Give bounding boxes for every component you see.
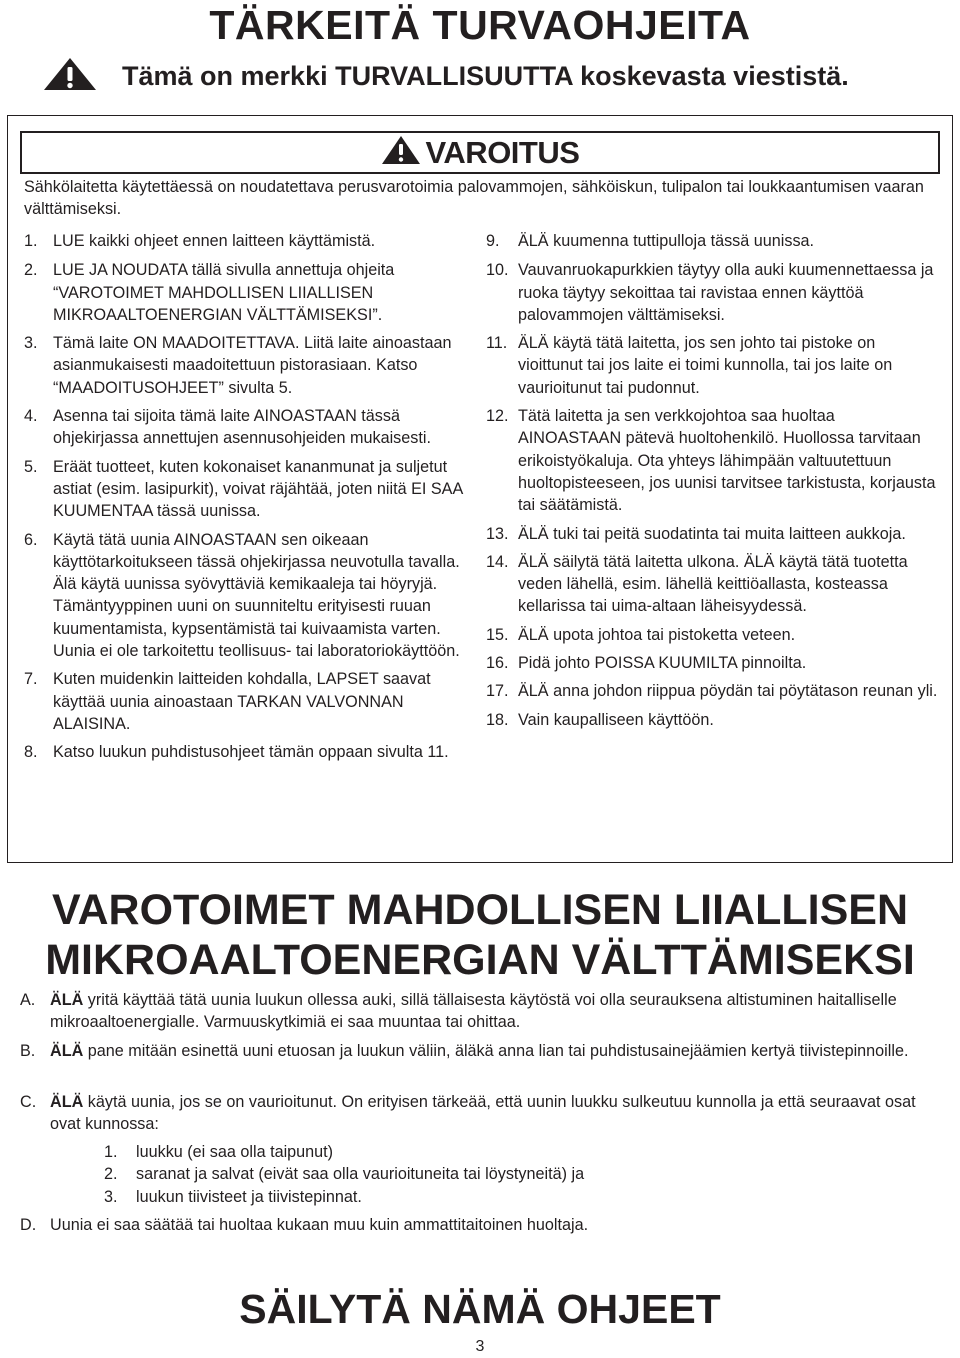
list-item: 11. ÄLÄ käytä tätä laitetta, jos sen johto tai pistoke on vioittunut tai jos laite ei toimi kunnolla, tai jos laite on vaurioitunut tai pudonnut. bbox=[486, 334, 893, 397]
list-item: 5. Eräät tuotteet, kuten kokonaiset kananmunat ja suljetut astiat (esim. lasipurkit), voivat räjähtää, joten niitä EI SAA KUUMENTAA tässä uunissa. bbox=[24, 457, 463, 521]
list-item: 7. Kuten muidenkin laitteiden kohdalla, LAPSET saavat käyttää uunia ainoastaan TARKAN VALVONNAN ALAISINA. bbox=[24, 670, 431, 733]
precaution-item-d: D. Uunia ei saa säätää tai huoltaa kukaan muu kuin ammattitaitoinen huoltaja. bbox=[20, 1216, 589, 1234]
precaution-sub-list bbox=[104, 1141, 804, 1208]
warning-triangle-icon bbox=[42, 56, 98, 97]
list-item: 8. Katso luukun puhdistusohjeet tämän oppaan sivulta 11. bbox=[24, 743, 449, 762]
list-item: 14. ÄLÄ säilytä tätä laitetta ulkona. ÄLÄ käytä tätä tuotetta veden lähellä, esim. lähellä keittiöallasta, kosteassa kellarissa tai uima-altaan läheisyydessä. bbox=[486, 552, 908, 616]
page-title: TÄRKEITÄ TURVAOHJEITA bbox=[209, 2, 751, 48]
list-item: 1. luukku (ei saa olla taipunut) bbox=[104, 1143, 334, 1161]
warning-label: VAROITUS bbox=[425, 134, 580, 170]
warning-list-right bbox=[486, 230, 941, 731]
list-item: 15. ÄLÄ upota johtoa tai pistoketta veteen. bbox=[486, 625, 796, 644]
list-item: 2. LUE JA NOUDATA tällä sivulla annettuja ohjeita “VAROTOIMET MAHDOLLISEN LIIALLISEN MIKROAALTOENERGIAN VÄLTTÄMISEKSI”. bbox=[24, 261, 395, 324]
list-item: 6. Käytä tätä uunia AINOASTAAN sen oikeaan käyttötarkoitukseen tässä ohjekirjassa neuvotulla tavalla. Älä käytä uunissa syövyttäviä kemikaaleja tai höyryjä. Tämäntyyppinen uuni on suunniteltu erityisesti ruuan kuumentamista, kypsentämistä tai kuivaamista varten. Uunia ei ole tarkoitettu teollisuus- tai laboratoriokäyttöön. bbox=[24, 530, 460, 661]
footer-title: SÄILYTÄ NÄMÄ OHJEET bbox=[239, 1286, 721, 1332]
list-item: 16. Pidä johto POISSA KUUMILTA pinnoilta. bbox=[486, 654, 807, 673]
list-item: 9. ÄLÄ kuumenna tuttipulloja tässä uunissa. bbox=[486, 232, 815, 250]
precaution-item-b: B. ÄLÄ pane mitään esinettä uuni etuosan ja luukun väliin, äläkä anna lian tai puhdistusainejäämien kertyä tiivistepinnoille. bbox=[20, 1042, 909, 1060]
list-item: 18. Vain kaupalliseen käyttöön. bbox=[486, 710, 714, 729]
list-item: 3. Tämä laite ON MAADOITETTAVA. Liitä laite ainoastaan asianmukaisesti maadoitettuun pistorasiaan. Katso “MAADOITUSOHJEET” sivulta 5. bbox=[24, 334, 452, 397]
precaution-item-a: A. ÄLÄ yritä käyttää tätä uunia luukun ollessa auki, sillä tällaisesta käytöstä voi olla seurauksena altistuminen haitalliselle mikroaaltoenergialle. Varmuuskytkimiä ei saa muuntaa tai ohittaa. bbox=[20, 991, 897, 1032]
precautions-title: VAROTOIMET MAHDOLLISEN LIIALLISEN MIKROAALTOENERGIAN VÄLTTÄMISEKSI bbox=[45, 886, 915, 984]
list-item: 17. ÄLÄ anna johdon riippua pöydän tai pöytätason reunan yli. bbox=[486, 682, 938, 701]
precaution-item-c: C. ÄLÄ käytä uunia, jos se on vaurioitunut. On erityisen tärkeää, että uunin luukku sulkeutuu kunnolla ja että seuraavat osat ovat kunnossa: bbox=[20, 1093, 916, 1134]
warning-triangle-icon bbox=[381, 135, 421, 170]
safety-note-row bbox=[42, 56, 849, 96]
warning-list-left bbox=[24, 230, 464, 764]
safety-note: Tämä on merkki TURVALLISUUTTA koskevasta viestistä. bbox=[122, 61, 849, 91]
warning-intro: Sähkölaitetta käytettäessä on noudatettava perusvarotoimia palovammojen, sähköiskun, tulipalon tai loukkaantumisen vaaran välttämiseksi. bbox=[24, 178, 924, 218]
list-item: 2. saranat ja salvat (eivät saa olla vaurioituneita tai löystyneitä) ja bbox=[104, 1165, 585, 1184]
warning-label-bar bbox=[20, 131, 940, 174]
list-item: 12. Tätä laitetta ja sen verkkojohtoa saa huoltaa AINOASTAAN pätevä huoltohenkilö. Huollossa tarvitaan erikoistyökaluja. Ota yhteys lähimpään valtuutettuun huoltopisteeseen, jos uunisi tarvitsee tarkistusta, korjausta tai säätämistä. bbox=[486, 407, 936, 515]
list-item: 4. Asenna tai sijoita tämä laite AINOASTAAN tässä ohjekirjassa annettujen asennusohjeiden mukaisesti. bbox=[24, 407, 431, 448]
list-item: 1. LUE kaikki ohjeet ennen laitteen käyttämistä. bbox=[24, 232, 376, 250]
list-item: 10. Vauvanruokapurkkien täytyy olla auki kuumennettaessa ja ruoka täytyy sekoittaa tai ravistaa ennen käyttöä palovammojen välttämiseksi. bbox=[486, 261, 934, 324]
list-item: 13. ÄLÄ tuki tai peitä suodatinta tai muita laitteen aukkoja. bbox=[486, 524, 906, 543]
list-item: 3. luukun tiivisteet ja tiivistepinnat. bbox=[104, 1187, 362, 1206]
page-number: 3 bbox=[475, 1338, 485, 1355]
